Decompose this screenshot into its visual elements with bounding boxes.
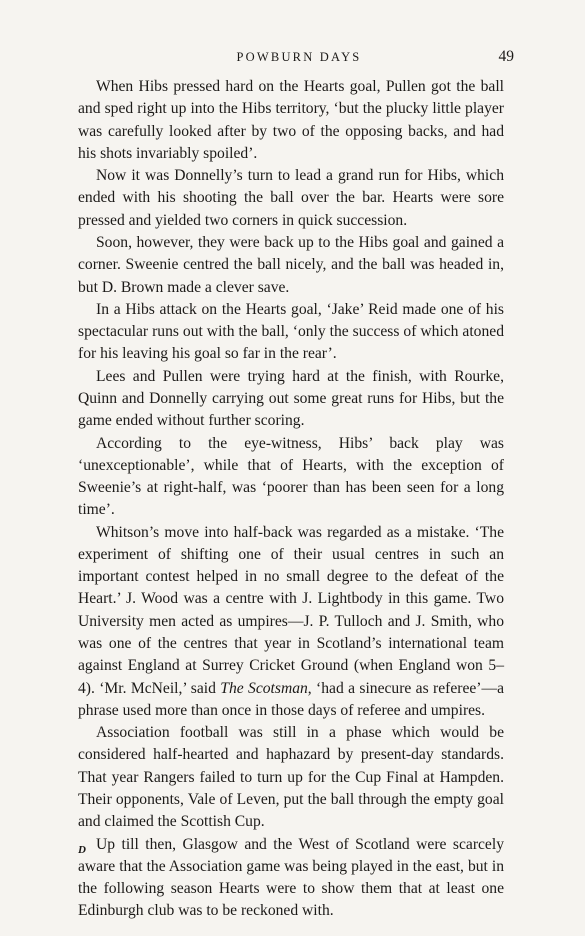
paragraph-text: Whitson’s move into half-back was regarded as a mistake. ‘The experiment of shifting one of their usual centres in such an important contest helped in no small degree to the defeat of the Heart.’ J. Wood was a centre with J. Lightbody in this game. Two University men acted as umpires—J. P. Tulloch and J. Smith, who was one of the centres that year in Scotland’s international team against England at Surrey Cricket Ground (when England won 5–4). ‘Mr. McNeil,’ said bbox=[78, 523, 504, 697]
newspaper-title: The Scotsman bbox=[220, 679, 308, 697]
body-text bbox=[78, 76, 504, 923]
paragraph: In a Hibs attack on the Hearts goal, ‘Jake’ Reid made one of his spectacular runs out with the ball, ‘only the success of which atoned for his leaving his goal so far in the rear’. bbox=[78, 300, 504, 363]
running-title: POWBURN DAYS bbox=[236, 50, 362, 64]
paragraph: Now it was Donnelly’s turn to lead a grand run for Hibs, which ended with his shooting the ball over the bar. Hearts were sore pressed and yielded two corners in quick succession. bbox=[78, 167, 504, 229]
paragraph-text: , ‘had a sinecure as referee’—a phrase used more than once in those days of referee and umpires. bbox=[78, 679, 504, 719]
signature-mark: D bbox=[78, 844, 86, 856]
paragraph: Lees and Pullen were trying hard at the finish, with Rourke, Quinn and Donnelly carrying out some great runs for Hibs, but the game ended without further scoring. bbox=[78, 367, 504, 430]
paragraph: Up till then, Glasgow and the West of Scotland were scarcely aware that the Association game was being played in the east, but in the following season Hearts were to show them that at least one Edinburgh club was to be reckoned with. bbox=[78, 835, 504, 920]
paragraph bbox=[78, 522, 504, 723]
paragraph: Association football was still in a phase which would be considered half-hearted and haphazard by present-day standards. That year Rangers failed to turn up for the Cup Final at Hampden. Their opponents, Vale of Leven, put the ball through the empty goal and claimed the Scottish Cup. bbox=[78, 724, 504, 831]
running-head bbox=[78, 48, 520, 68]
paragraph: Soon, however, they were back up to the Hibs goal and gained a corner. Sweenie centred the ball nicely, and the ball was headed in, but D. Brown made a clever save. bbox=[78, 233, 504, 296]
page-number: 49 bbox=[498, 48, 514, 65]
paragraph: When Hibs pressed hard on the Hearts goal, Pullen got the ball and sped right up into the Hibs territory, ‘but the plucky little player was carefully looked after by two of the opposing backs, and had his shots invariably spoiled’. bbox=[78, 78, 504, 162]
paragraph: According to the eye-witness, Hibs’ back play was ‘unexceptionable’, while that of Hearts, with the exception of Sweenie’s at right-half, was ‘poorer than has been seen for a long time’. bbox=[78, 434, 504, 519]
